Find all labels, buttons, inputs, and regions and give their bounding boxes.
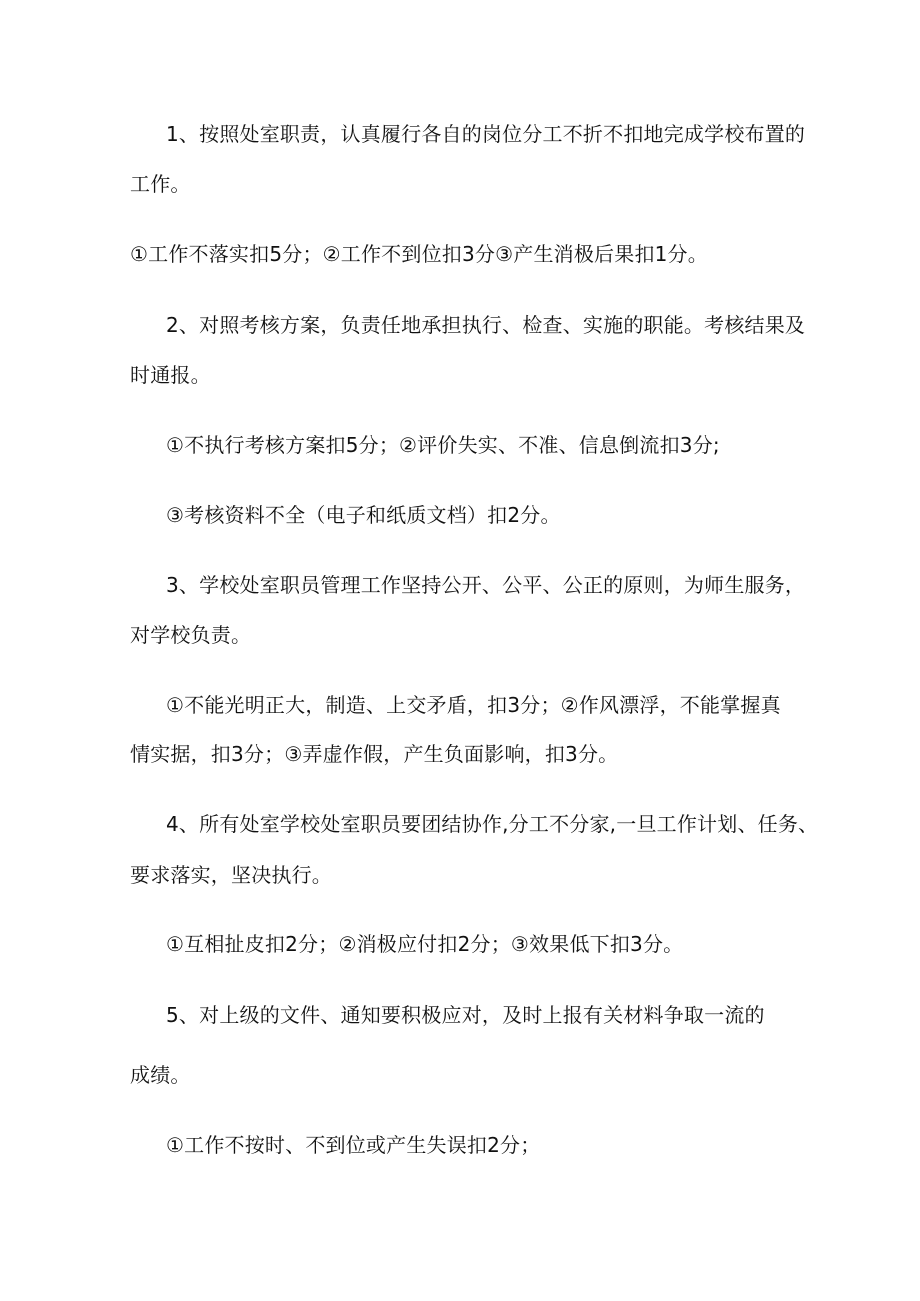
item-2-line-1: 2、对照考核方案，负责任地承担执行、检查、实施的职能。考核结果及 [166, 313, 806, 337]
item-3-line-1: 3、学校处室职员管理工作坚持公开、公平、公正的原则，为师生服务， [166, 573, 806, 597]
item-3-deductions-2: 情实据，扣3分；③弄虚作假，产生负面影响，扣3分。 [130, 742, 619, 766]
item-5-line-2: 成绩。 [130, 1063, 191, 1087]
item-2-line-2: 时通报。 [130, 363, 211, 387]
item-3-deductions-1: ①不能光明正大，制造、上交矛盾，扣3分；②作风漂浮，不能掌握真 [166, 693, 781, 717]
item-2-deductions-2: ③考核资料不全（电子和纸质文档）扣2分。 [166, 503, 561, 527]
item-3-line-2: 对学校负责。 [130, 623, 252, 647]
item-4-deductions: ①互相扯皮扣2分；②消极应付扣2分；③效果低下扣3分。 [166, 932, 684, 956]
item-5-line-1: 5、对上级的文件、通知要积极应对，及时上报有关材料争取一流的 [166, 1003, 765, 1027]
item-1-deductions: ①工作不落实扣5分；②工作不到位扣3分③产生消极后果扣1分。 [130, 242, 708, 266]
item-4-line-1: 4、所有处室学校处室职员要团结协作,分工不分家,一旦工作计划、任务、 [166, 812, 819, 836]
item-1-line-1: 1、按照处室职责，认真履行各自的岗位分工不折不扣地完成学校布置的 [166, 122, 806, 146]
item-2-deductions-1: ①不执行考核方案扣5分；②评价失实、不准、信息倒流扣3分; [166, 433, 720, 457]
item-5-deductions: ①工作不按时、不到位或产生失误扣2分； [166, 1133, 541, 1157]
item-4-line-2: 要求落实，坚决执行。 [130, 863, 332, 887]
item-1-line-2: 工作。 [130, 172, 191, 196]
